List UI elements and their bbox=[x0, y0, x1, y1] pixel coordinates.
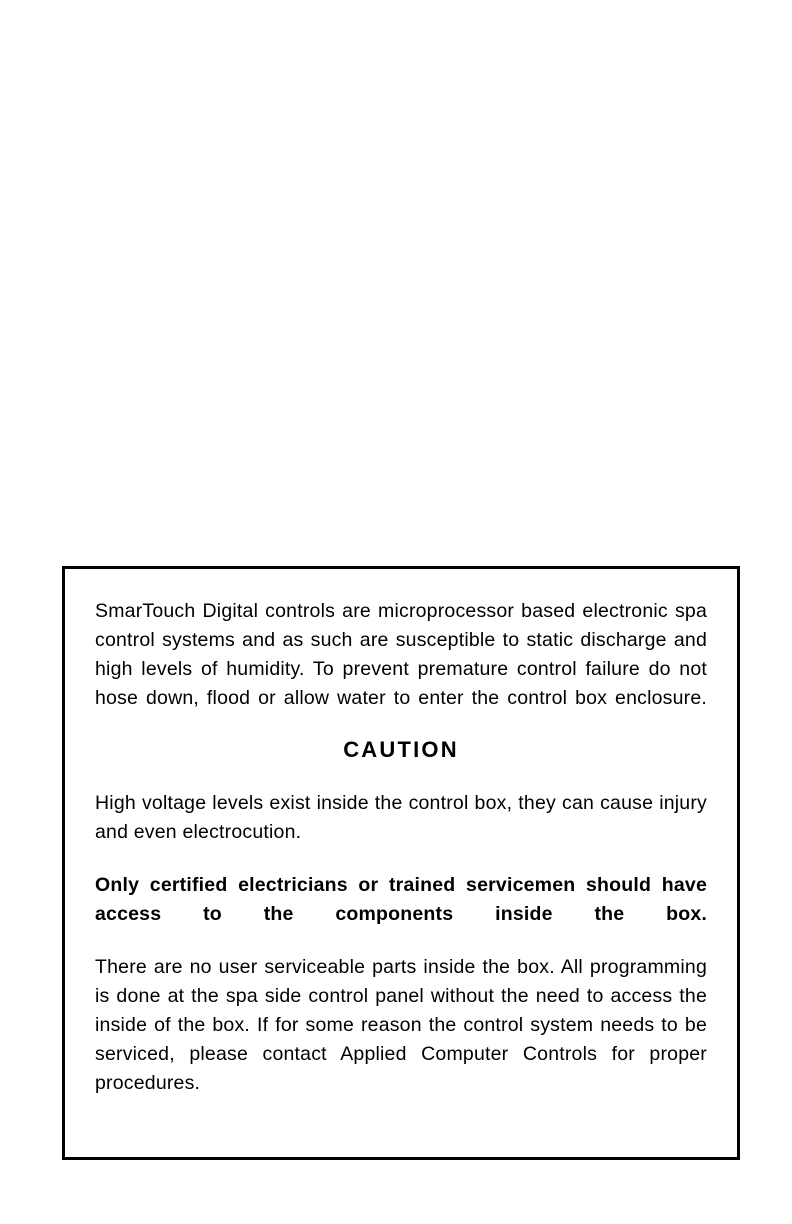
caution-notice-box bbox=[62, 566, 740, 1160]
spacer-before-bold bbox=[95, 847, 707, 871]
spacer-after-heading bbox=[95, 763, 707, 789]
intro-paragraph: SmarTouch Digital controls are microprocessor based electronic spa control systems and as such are susceptible to static discharge and high levels of humidity. To prevent premature control failure do not hose down, flood or allow water to enter the control box enclosure. bbox=[95, 600, 707, 709]
caution-heading: CAUTION bbox=[343, 737, 459, 762]
warning-paragraph: High voltage levels exist inside the control box, they can cause injury and even electrocution. bbox=[95, 792, 707, 843]
notice-content bbox=[65, 569, 737, 1118]
spacer-before-heading bbox=[95, 713, 707, 737]
spacer-before-closing bbox=[95, 929, 707, 953]
bold-warning-paragraph: Only certified electricians or trained servicemen should have access to the components inside the box. bbox=[95, 874, 707, 925]
closing-paragraph: There are no user serviceable parts inside the box. All programming is done at the spa side control panel without the need to access the inside of the box. If for some reason the control system needs to be serviced, please contact Applied Computer Controls for proper procedures. bbox=[95, 956, 707, 1094]
